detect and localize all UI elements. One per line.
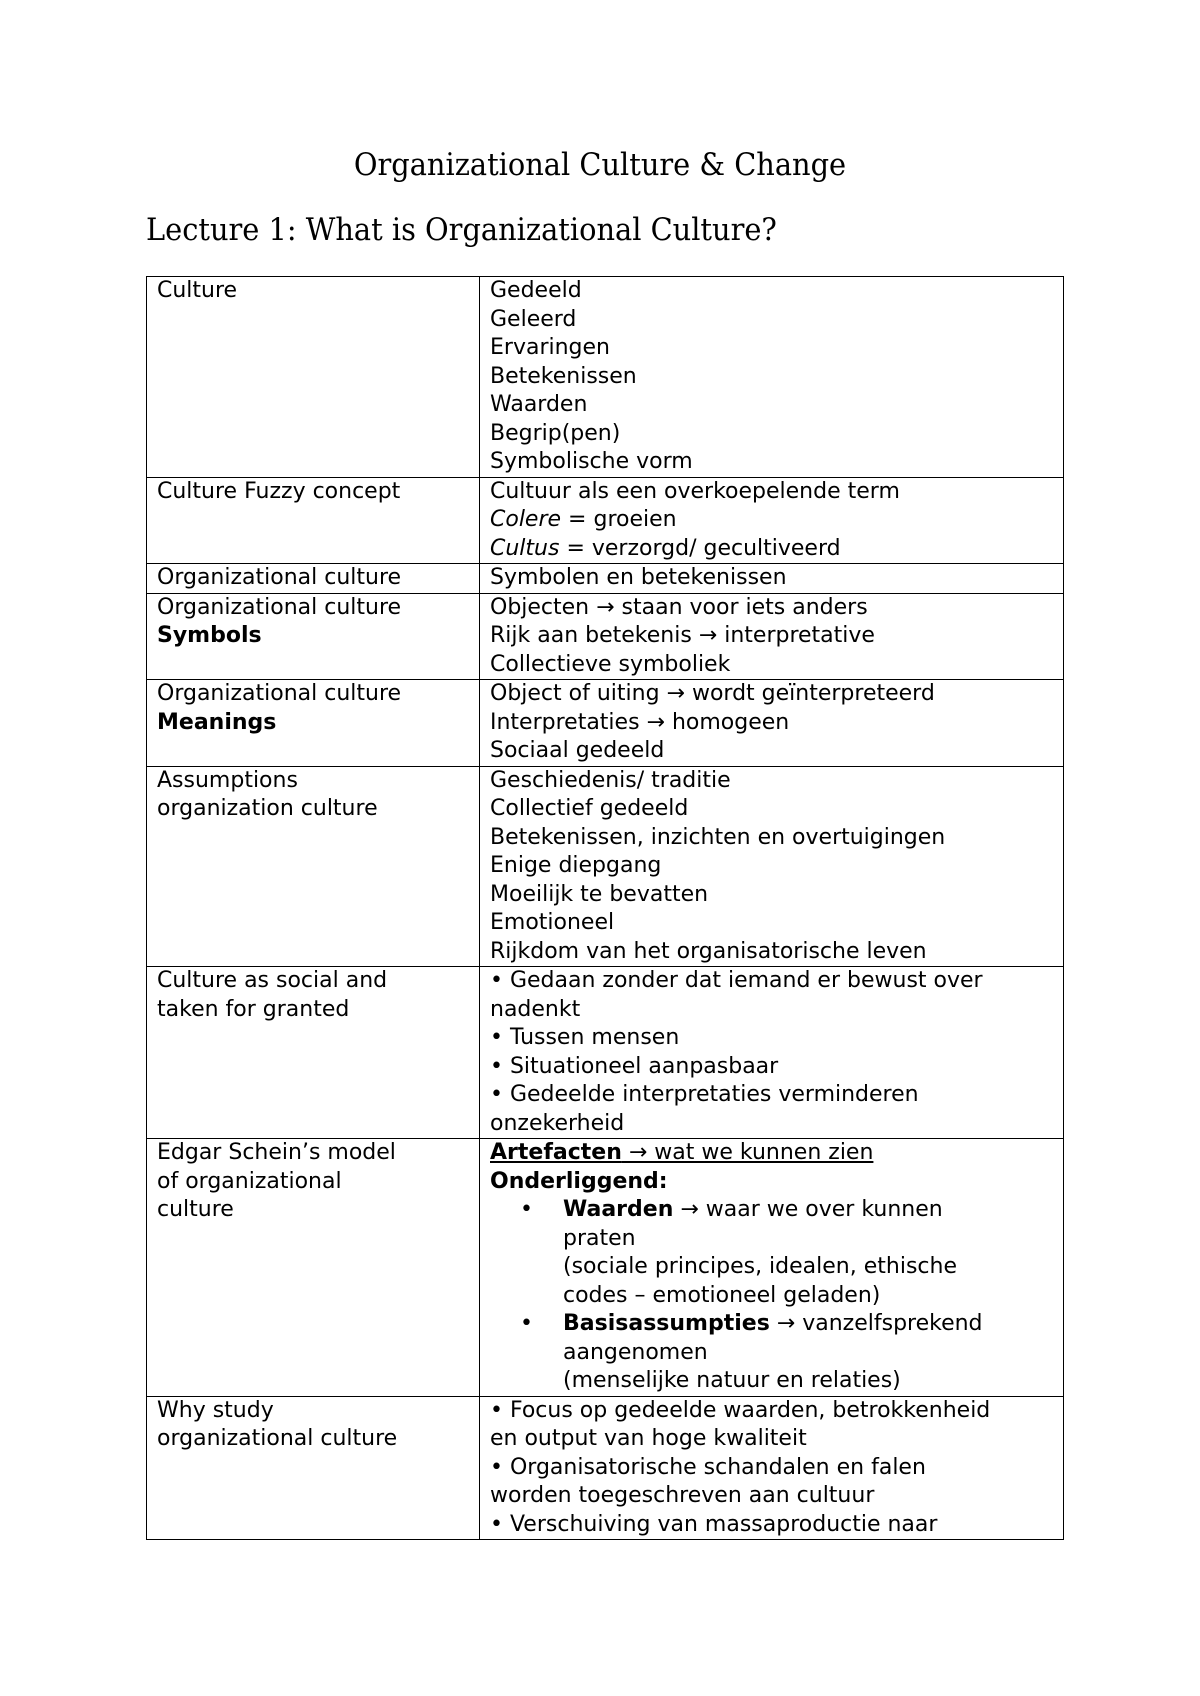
term-text: culture [157,1197,234,1222]
term-cell [147,967,480,1139]
table-row [147,564,1064,594]
term-cell [147,564,480,594]
term-cell [147,477,480,564]
bullet-icon: • [520,1311,533,1336]
definition-cell [480,680,1064,767]
definition-line: Betekenissen, inzichten en overtuigingen [490,824,946,850]
table-row [147,593,1064,680]
definition-cell [480,1396,1064,1540]
definition-cell [480,593,1064,680]
definition-line: • Verschuiving van massaproductie naar [490,1511,938,1537]
etymology-meaning: = groeien [561,507,677,532]
etymology-line [490,535,1057,564]
definition-line: en output van hoge kwaliteit [490,1426,807,1451]
definition-line: Symbolen en betekenissen [490,565,787,590]
definition-cell [480,477,1064,564]
table-row [147,1139,1064,1397]
term-text: of organizational [157,1168,342,1194]
definition-line: • Organisatorische schandalen en falen [490,1454,926,1480]
term-text: Why study [157,1397,274,1423]
notes-table [146,276,1064,1540]
term-cell [147,593,480,680]
definition-line: Sociaal gedeeld [490,738,665,763]
document-title: Organizational Culture & Change [353,147,847,183]
definition-cell [480,967,1064,1139]
term-text: Assumptions [157,767,298,793]
definition-line: Betekenissen [490,363,637,389]
table-row [147,1396,1064,1540]
definition-line: • Situationeel aanpasbaar [490,1053,779,1079]
term-text: taken for granted [157,996,350,1022]
definition-line: Moeilijk te bevatten [490,881,709,907]
definition-line: Rijk aan betekenis → interpretative [490,623,875,648]
term-cell [147,1139,480,1397]
definition-line: Enige diepgang [490,853,662,878]
definition-cell [480,564,1064,594]
artefacten-line [490,1139,1057,1168]
definition-cell [480,1139,1064,1397]
definition-line: (sociale principes, idealen, ethische [563,1254,957,1279]
term-text: organization culture [157,796,378,821]
list-item [490,1196,1057,1310]
etymology-meaning: = verzorgd/ gecultiveerd [559,535,841,561]
definition-line: worden toegeschreven aan cultuur [490,1483,875,1508]
term-text: Edgar Schein’s model [157,1140,396,1165]
definition-line: Rijkdom van het organisatorische leven [490,938,927,964]
basisassumpties-label: Basisassumpties [563,1311,770,1336]
definition-cell [480,766,1064,967]
definition-line: codes – emotioneel geladen) [563,1282,881,1308]
definition-line: • Focus op gedeelde waarden, betrokkenheid [490,1397,991,1423]
definition-line: Geleerd [490,306,577,332]
definition-line: onzekerheid [490,1110,625,1136]
term-cell [147,1396,480,1540]
term-text: Culture Fuzzy concept [157,478,401,504]
definition-line: Begrip(pen) [490,420,621,446]
list-item [490,1310,1057,1396]
definition-line: Collectieve symboliek [490,651,731,677]
term-text: Organizational culture [157,594,402,620]
table-row [147,967,1064,1139]
definition-line: • Gedeelde interpretaties verminderen [490,1082,919,1107]
definition-line: (menselijke natuur en relaties) [563,1368,901,1393]
artefacten-label: Artefacten [490,1140,622,1165]
term-cell [147,680,480,767]
basisassumpties-text: → vanzelfsprekend [769,1311,983,1336]
definition-line: Waarden [490,392,588,417]
definition-line: Cultuur als een overkoepelende term [490,478,900,504]
term-text: Culture [157,278,238,303]
definition-line: Object of uiting → wordt geïnterpreteerd [490,681,935,706]
table-row [147,477,1064,564]
definition-line: • Gedaan zonder dat iemand er bewust over [490,968,983,993]
etymology-word: Cultus [490,535,560,561]
bullet-icon: • [520,1197,533,1222]
table-row [147,680,1064,767]
term-cell [147,277,480,478]
table-row [147,766,1064,967]
definition-line: Gedeeld [490,278,582,303]
definition-line: aangenomen [563,1339,708,1365]
term-cell [147,766,480,967]
onderliggend-label: Onderliggend: [490,1168,668,1194]
etymology-word: Colere [490,507,562,532]
definition-line: nadenkt [490,996,581,1022]
term-bold-text: Meanings [157,709,277,735]
artefacten-text: → wat we kunnen zien [621,1140,874,1165]
definition-line: Emotioneel [490,910,615,935]
definition-cell [480,277,1064,478]
etymology-line [490,506,1057,535]
lecture-heading: Lecture 1: What is Organizational Culture? [146,212,777,248]
term-text: Organizational culture [157,565,402,590]
term-text: organizational culture [157,1426,398,1451]
table-row [147,277,1064,478]
definition-line: Geschiedenis/ traditie [490,767,731,793]
term-text: Organizational culture [157,681,402,706]
definition-line: Objecten → staan voor iets anders [490,594,868,620]
definition-line: Collectief gedeeld [490,796,689,821]
term-text: Culture as social and [157,968,388,993]
waarden-text: → waar we over kunnen [673,1197,943,1222]
definition-line: Symbolische vorm [490,449,693,474]
waarden-label: Waarden [563,1197,674,1222]
definition-line: Interpretaties → homogeen [490,709,790,735]
definition-line: praten [563,1225,636,1251]
definition-line: Ervaringen [490,335,610,360]
definition-line: • Tussen mensen [490,1025,680,1050]
term-bold-text: Symbols [157,623,262,648]
